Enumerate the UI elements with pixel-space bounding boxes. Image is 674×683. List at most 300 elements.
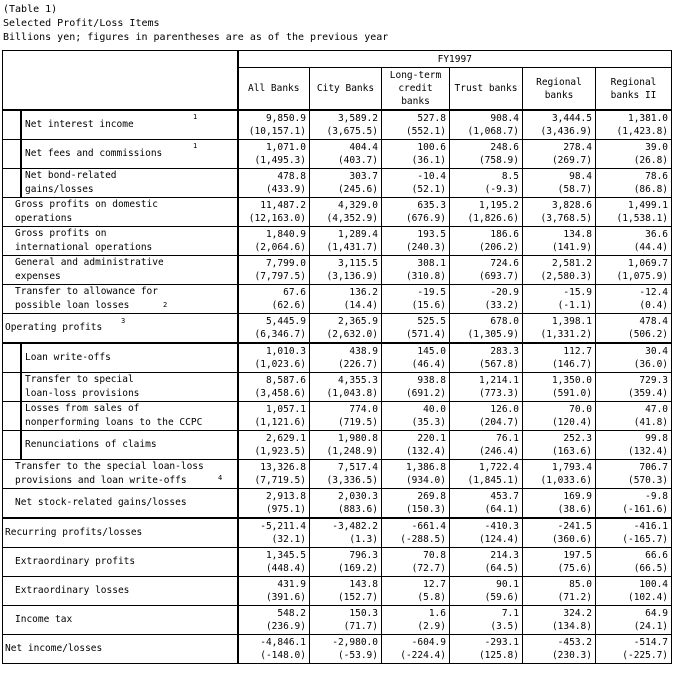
value-cell xyxy=(450,373,523,402)
value-cell xyxy=(382,431,450,460)
table-row xyxy=(3,169,672,198)
value-cell xyxy=(238,635,310,664)
current-value: 527.8 xyxy=(417,113,446,124)
current-value: 269.8 xyxy=(417,491,446,502)
current-value: 1,010.3 xyxy=(265,346,306,357)
value-cell xyxy=(596,198,672,227)
previous-year-value: (-53.9) xyxy=(337,650,378,661)
value-cell xyxy=(310,548,382,577)
current-value: 2,365.9 xyxy=(337,316,378,327)
previous-year-value: (64.5) xyxy=(484,563,519,574)
previous-year-value: (132.4) xyxy=(627,446,669,457)
current-value: 478.4 xyxy=(639,316,669,327)
footnote-marker: 2 xyxy=(163,301,168,309)
current-value: -5,211.4 xyxy=(260,521,306,532)
previous-year-value: (5.8) xyxy=(417,592,446,603)
previous-year-value: (41.8) xyxy=(633,417,669,428)
previous-year-value: (102.4) xyxy=(627,592,669,603)
current-value: 145.0 xyxy=(417,346,446,357)
value-cell xyxy=(238,373,310,402)
group-bracket xyxy=(20,402,22,431)
row-label-line: Transfer to special xyxy=(25,374,134,385)
previous-year-value: (169.2) xyxy=(337,563,378,574)
previous-year-value: (146.7) xyxy=(551,359,592,370)
value-cell xyxy=(382,606,450,635)
row-label xyxy=(3,431,238,460)
value-cell xyxy=(238,402,310,431)
current-value: 64.9 xyxy=(645,608,669,619)
row-label xyxy=(3,140,238,169)
current-value: 8.5 xyxy=(501,171,519,182)
row-label-line: Extraordinary losses xyxy=(15,585,130,596)
previous-year-value: (59.6) xyxy=(484,592,519,603)
previous-year-value: (36.1) xyxy=(411,155,446,166)
value-cell xyxy=(523,606,596,635)
current-value: 404.4 xyxy=(349,142,378,153)
previous-year-value: (72.7) xyxy=(411,563,446,574)
value-cell xyxy=(450,577,523,606)
current-value: 7,799.0 xyxy=(265,258,306,269)
previous-year-value: (66.5) xyxy=(633,563,669,574)
current-value: 2,913.8 xyxy=(265,491,306,502)
current-value: 7,517.4 xyxy=(337,462,378,473)
current-value: -3,482.2 xyxy=(332,521,378,532)
value-cell xyxy=(238,256,310,285)
row-label-line: Renunciations of claims xyxy=(25,439,157,450)
value-cell xyxy=(382,110,450,140)
previous-year-value: (24.1) xyxy=(633,621,669,632)
current-value: 548.2 xyxy=(277,608,306,619)
current-value: 453.7 xyxy=(490,491,519,502)
column-header xyxy=(450,68,523,111)
group-bracket xyxy=(20,110,22,140)
previous-year-value: (3,458.6) xyxy=(254,388,306,399)
previous-year-value: (230.3) xyxy=(551,650,592,661)
value-cell xyxy=(238,110,310,140)
previous-year-value: (120.4) xyxy=(551,417,592,428)
previous-year-value: (246.4) xyxy=(478,446,519,457)
row-label xyxy=(3,460,238,489)
current-value: 126.0 xyxy=(490,404,519,415)
previous-year-value: (3.5) xyxy=(490,621,519,632)
value-cell xyxy=(310,373,382,402)
row-label-line: Operating profits xyxy=(5,322,103,333)
value-cell xyxy=(310,110,382,140)
row-label-line: Recurring profits/losses xyxy=(5,527,143,538)
row-label-line: Net bond-related xyxy=(25,170,117,181)
row-label xyxy=(3,198,238,227)
current-value: 76.1 xyxy=(496,433,519,444)
row-label xyxy=(3,402,238,431)
previous-year-value: (36.0) xyxy=(633,359,669,370)
previous-year-value: (6,346.7) xyxy=(254,329,306,340)
column-header xyxy=(238,68,310,111)
current-value: 3,589.2 xyxy=(337,113,378,124)
previous-year-value: (44.4) xyxy=(633,242,669,253)
table-row xyxy=(3,373,672,402)
value-cell xyxy=(450,460,523,489)
row-label-line: Losses from sales of xyxy=(25,403,140,414)
value-cell xyxy=(382,169,450,198)
current-value: 66.6 xyxy=(645,550,669,561)
column-header xyxy=(382,68,450,111)
previous-year-value: (-288.5) xyxy=(400,534,446,545)
value-cell xyxy=(450,489,523,519)
group-bracket xyxy=(20,169,22,198)
current-value: 1,214.1 xyxy=(478,375,519,386)
previous-year-value: (245.6) xyxy=(337,184,378,195)
row-label-line: Net interest income xyxy=(25,119,134,130)
current-value: 1,289.4 xyxy=(337,229,378,240)
value-cell xyxy=(596,373,672,402)
value-cell xyxy=(382,489,450,519)
header-corner xyxy=(3,51,238,111)
current-value: 67.6 xyxy=(283,287,306,298)
row-label-line: Extraordinary profits xyxy=(15,556,136,567)
previous-year-value: (33.2) xyxy=(484,300,519,311)
previous-year-value: (152.7) xyxy=(337,592,378,603)
footnote-marker: 4 xyxy=(218,474,223,482)
previous-year-value: (360.6) xyxy=(551,534,592,545)
value-cell xyxy=(596,518,672,548)
value-cell xyxy=(596,548,672,577)
value-cell xyxy=(596,169,672,198)
value-cell xyxy=(310,198,382,227)
current-value: -514.7 xyxy=(633,637,669,648)
previous-year-value: (269.7) xyxy=(551,155,592,166)
previous-year-value: (226.7) xyxy=(337,359,378,370)
current-value: 774.0 xyxy=(349,404,378,415)
previous-year-value: (236.9) xyxy=(265,621,306,632)
current-value: 2,629.1 xyxy=(265,433,306,444)
current-value: 169.9 xyxy=(563,491,592,502)
value-cell xyxy=(450,635,523,664)
previous-year-value: (567.8) xyxy=(478,359,519,370)
current-value: 2,030.3 xyxy=(337,491,378,502)
current-value: -4,846.1 xyxy=(260,637,306,648)
row-label-line: Loan write-offs xyxy=(25,352,111,363)
row-label xyxy=(3,577,238,606)
row-label-line: Income tax xyxy=(15,614,73,625)
row-label xyxy=(3,373,238,402)
column-header-line: banks II xyxy=(610,89,657,101)
table-row xyxy=(3,110,672,140)
current-value: 99.8 xyxy=(645,433,669,444)
current-value: 283.3 xyxy=(490,346,519,357)
value-cell xyxy=(596,227,672,256)
table-row xyxy=(3,489,672,519)
previous-year-value: (-225.7) xyxy=(622,650,669,661)
value-cell xyxy=(310,431,382,460)
value-cell xyxy=(450,606,523,635)
current-value: -19.5 xyxy=(417,287,446,298)
current-value: -2,980.0 xyxy=(332,637,378,648)
current-value: 100.6 xyxy=(417,142,446,153)
previous-year-value: (1,431.7) xyxy=(326,242,378,253)
current-value: 1,350.0 xyxy=(551,375,592,386)
value-cell xyxy=(310,460,382,489)
current-value: 1,499.1 xyxy=(627,200,669,211)
row-label-line: Transfer to the special loan-loss xyxy=(15,461,204,472)
previous-year-value: (552.1) xyxy=(405,126,446,137)
row-label xyxy=(3,285,238,314)
previous-year-value: (-161.6) xyxy=(622,504,669,515)
previous-year-value: (2,064.6) xyxy=(254,242,306,253)
current-value: 90.1 xyxy=(496,579,519,590)
group-bracket xyxy=(20,140,22,169)
previous-year-value: (934.0) xyxy=(405,475,446,486)
value-cell xyxy=(523,227,596,256)
row-label-line: nonperforming loans to the CCPC xyxy=(25,417,203,428)
previous-year-value: (206.2) xyxy=(478,242,519,253)
current-value: 938.8 xyxy=(417,375,446,386)
column-header-line: All Banks xyxy=(248,83,300,94)
current-value: 1,071.0 xyxy=(265,142,306,153)
previous-year-value: (1,331.2) xyxy=(540,329,592,340)
previous-year-value: (883.6) xyxy=(337,504,378,515)
current-value: 36.6 xyxy=(645,229,669,240)
previous-year-value: (-9.3) xyxy=(484,184,519,195)
value-cell xyxy=(310,169,382,198)
previous-year-value: (975.1) xyxy=(265,504,306,515)
previous-year-value: (3,136.9) xyxy=(326,271,378,282)
value-cell xyxy=(596,577,672,606)
previous-year-value: (310.8) xyxy=(405,271,446,282)
value-cell xyxy=(523,343,596,373)
previous-year-value: (124.4) xyxy=(478,534,519,545)
current-value: -604.9 xyxy=(411,637,446,648)
footnote-marker: 1 xyxy=(193,142,198,150)
previous-year-value: (26.8) xyxy=(633,155,669,166)
previous-year-value: (35.3) xyxy=(411,417,446,428)
column-header-line: banks xyxy=(401,96,430,107)
current-value: 98.4 xyxy=(569,171,592,182)
previous-year-value: (46.4) xyxy=(411,359,446,370)
previous-year-value: (1,075.9) xyxy=(616,271,669,282)
current-value: 1,069.7 xyxy=(627,258,669,269)
row-label-line: expenses xyxy=(15,271,61,282)
value-cell xyxy=(238,169,310,198)
current-value: -293.1 xyxy=(484,637,519,648)
group-bracket xyxy=(20,431,22,460)
value-cell xyxy=(596,343,672,373)
column-header-line: Regional xyxy=(536,76,582,88)
value-cell xyxy=(382,314,450,344)
current-value: -9.8 xyxy=(645,491,669,502)
current-value: 478.8 xyxy=(277,171,306,182)
current-value: 1,980.8 xyxy=(337,433,378,444)
table-row xyxy=(3,431,672,460)
previous-year-value: (433.9) xyxy=(265,184,306,195)
value-cell xyxy=(382,198,450,227)
current-value: 3,444.5 xyxy=(551,113,592,124)
value-cell xyxy=(382,140,450,169)
value-cell xyxy=(238,489,310,519)
previous-year-value: (506.2) xyxy=(627,329,669,340)
current-value: 1,840.9 xyxy=(265,229,306,240)
previous-year-value: (1,305.9) xyxy=(467,329,519,340)
value-cell xyxy=(596,140,672,169)
table-row xyxy=(3,227,672,256)
value-cell xyxy=(310,635,382,664)
current-value: -15.9 xyxy=(563,287,592,298)
profit-loss-table xyxy=(2,50,672,664)
value-cell xyxy=(450,198,523,227)
previous-year-value: (591.0) xyxy=(551,388,592,399)
value-cell xyxy=(523,548,596,577)
current-value: 438.9 xyxy=(349,346,378,357)
value-cell xyxy=(382,518,450,548)
current-value: 143.8 xyxy=(349,579,378,590)
value-cell xyxy=(238,314,310,344)
column-header-line: Trust banks xyxy=(454,83,518,94)
current-value: 30.4 xyxy=(645,346,669,357)
current-value: 4,329.0 xyxy=(337,200,378,211)
value-cell xyxy=(523,110,596,140)
value-cell xyxy=(523,373,596,402)
previous-year-value: (1,495.3) xyxy=(254,155,306,166)
previous-year-value: (1,845.1) xyxy=(467,475,519,486)
previous-year-value: (150.3) xyxy=(405,504,446,515)
value-cell xyxy=(310,227,382,256)
value-cell xyxy=(596,256,672,285)
table-row xyxy=(3,518,672,548)
table-title: Selected Profit/Loss Items xyxy=(3,18,160,29)
current-value: 525.5 xyxy=(417,316,446,327)
value-cell xyxy=(596,285,672,314)
row-label-line: General and administrative xyxy=(15,257,164,268)
previous-year-value: (359.4) xyxy=(627,388,669,399)
previous-year-value: (10,157.1) xyxy=(248,126,306,137)
current-value: 13,326.8 xyxy=(260,462,306,473)
value-cell xyxy=(382,548,450,577)
previous-year-value: (1,826.6) xyxy=(467,213,519,224)
value-cell xyxy=(238,227,310,256)
value-cell xyxy=(382,635,450,664)
value-cell xyxy=(450,548,523,577)
previous-year-value: (134.8) xyxy=(551,621,592,632)
current-value: 248.6 xyxy=(490,142,519,153)
previous-year-value: (163.6) xyxy=(551,446,592,457)
table-row xyxy=(3,402,672,431)
footnote-marker: 1 xyxy=(193,113,198,121)
row-label xyxy=(3,169,238,198)
current-value: 635.3 xyxy=(417,200,446,211)
fiscal-year-header: FY1997 xyxy=(238,51,672,68)
previous-year-value: (1,248.9) xyxy=(326,446,378,457)
row-label xyxy=(3,548,238,577)
table-row xyxy=(3,548,672,577)
previous-year-value: (403.7) xyxy=(337,155,378,166)
previous-year-value: (719.5) xyxy=(337,417,378,428)
value-cell xyxy=(450,169,523,198)
previous-year-value: (58.7) xyxy=(557,184,592,195)
previous-year-value: (86.8) xyxy=(633,184,669,195)
value-cell xyxy=(523,169,596,198)
current-value: 220.1 xyxy=(417,433,446,444)
current-value: 3,828.6 xyxy=(551,200,592,211)
value-cell xyxy=(596,110,672,140)
value-cell xyxy=(596,402,672,431)
row-label xyxy=(3,489,238,519)
previous-year-value: (7,797.5) xyxy=(254,271,306,282)
current-value: 193.5 xyxy=(417,229,446,240)
current-value: -20.9 xyxy=(490,287,519,298)
value-cell xyxy=(596,460,672,489)
current-value: 134.8 xyxy=(563,229,592,240)
previous-year-value: (-148.0) xyxy=(260,650,306,661)
previous-year-value: (2,580.3) xyxy=(540,271,592,282)
current-value: -453.2 xyxy=(557,637,592,648)
row-label-line: operations xyxy=(15,213,73,224)
value-cell xyxy=(450,227,523,256)
row-label-line: international operations xyxy=(15,242,153,253)
row-label xyxy=(3,314,238,344)
value-cell xyxy=(450,402,523,431)
column-header-line: banks xyxy=(544,89,574,101)
current-value: 7.1 xyxy=(501,608,519,619)
row-label-line: Gross profits on domestic xyxy=(15,199,158,210)
current-value: 39.0 xyxy=(645,142,669,153)
previous-year-value: (571.4) xyxy=(405,329,446,340)
value-cell xyxy=(596,314,672,344)
value-cell xyxy=(450,256,523,285)
current-value: 12.7 xyxy=(423,579,446,590)
previous-year-value: (3,436.9) xyxy=(540,126,592,137)
current-value: 1,386.8 xyxy=(405,462,446,473)
current-value: 729.3 xyxy=(639,375,669,386)
previous-year-value: (1,033.6) xyxy=(540,475,592,486)
row-label-line: Net stock-related gains/losses xyxy=(15,497,187,508)
value-cell xyxy=(238,577,310,606)
current-value: 214.3 xyxy=(490,550,519,561)
current-value: 303.7 xyxy=(349,171,378,182)
table-row xyxy=(3,140,672,169)
previous-year-value: (1.3) xyxy=(349,534,378,545)
current-value: -12.4 xyxy=(639,287,669,298)
value-cell xyxy=(382,285,450,314)
previous-year-value: (71.7) xyxy=(343,621,378,632)
current-value: 278.4 xyxy=(563,142,592,153)
current-value: -416.1 xyxy=(633,521,669,532)
value-cell xyxy=(310,140,382,169)
table-row xyxy=(3,285,672,314)
current-value: 197.5 xyxy=(563,550,592,561)
current-value: 78.6 xyxy=(645,171,669,182)
row-label-line: Net income/losses xyxy=(5,643,103,654)
row-label-line: gains/losses xyxy=(25,184,94,195)
current-value: 47.0 xyxy=(645,404,669,415)
value-cell xyxy=(523,518,596,548)
value-cell xyxy=(596,489,672,519)
value-cell xyxy=(523,285,596,314)
table-row xyxy=(3,256,672,285)
value-cell xyxy=(596,606,672,635)
value-cell xyxy=(382,373,450,402)
current-value: 70.8 xyxy=(423,550,446,561)
value-cell xyxy=(238,343,310,373)
table-row xyxy=(3,460,672,489)
column-header-line: City Banks xyxy=(316,83,375,94)
current-value: 150.3 xyxy=(349,608,378,619)
column-header xyxy=(596,68,672,111)
current-value: 5,445.9 xyxy=(265,316,306,327)
column-header-line: Regional xyxy=(610,76,657,88)
row-label-line: possible loan losses xyxy=(15,300,130,311)
current-value: 1.6 xyxy=(428,608,446,619)
column-header-line: Long-term xyxy=(389,70,442,81)
value-cell xyxy=(523,489,596,519)
